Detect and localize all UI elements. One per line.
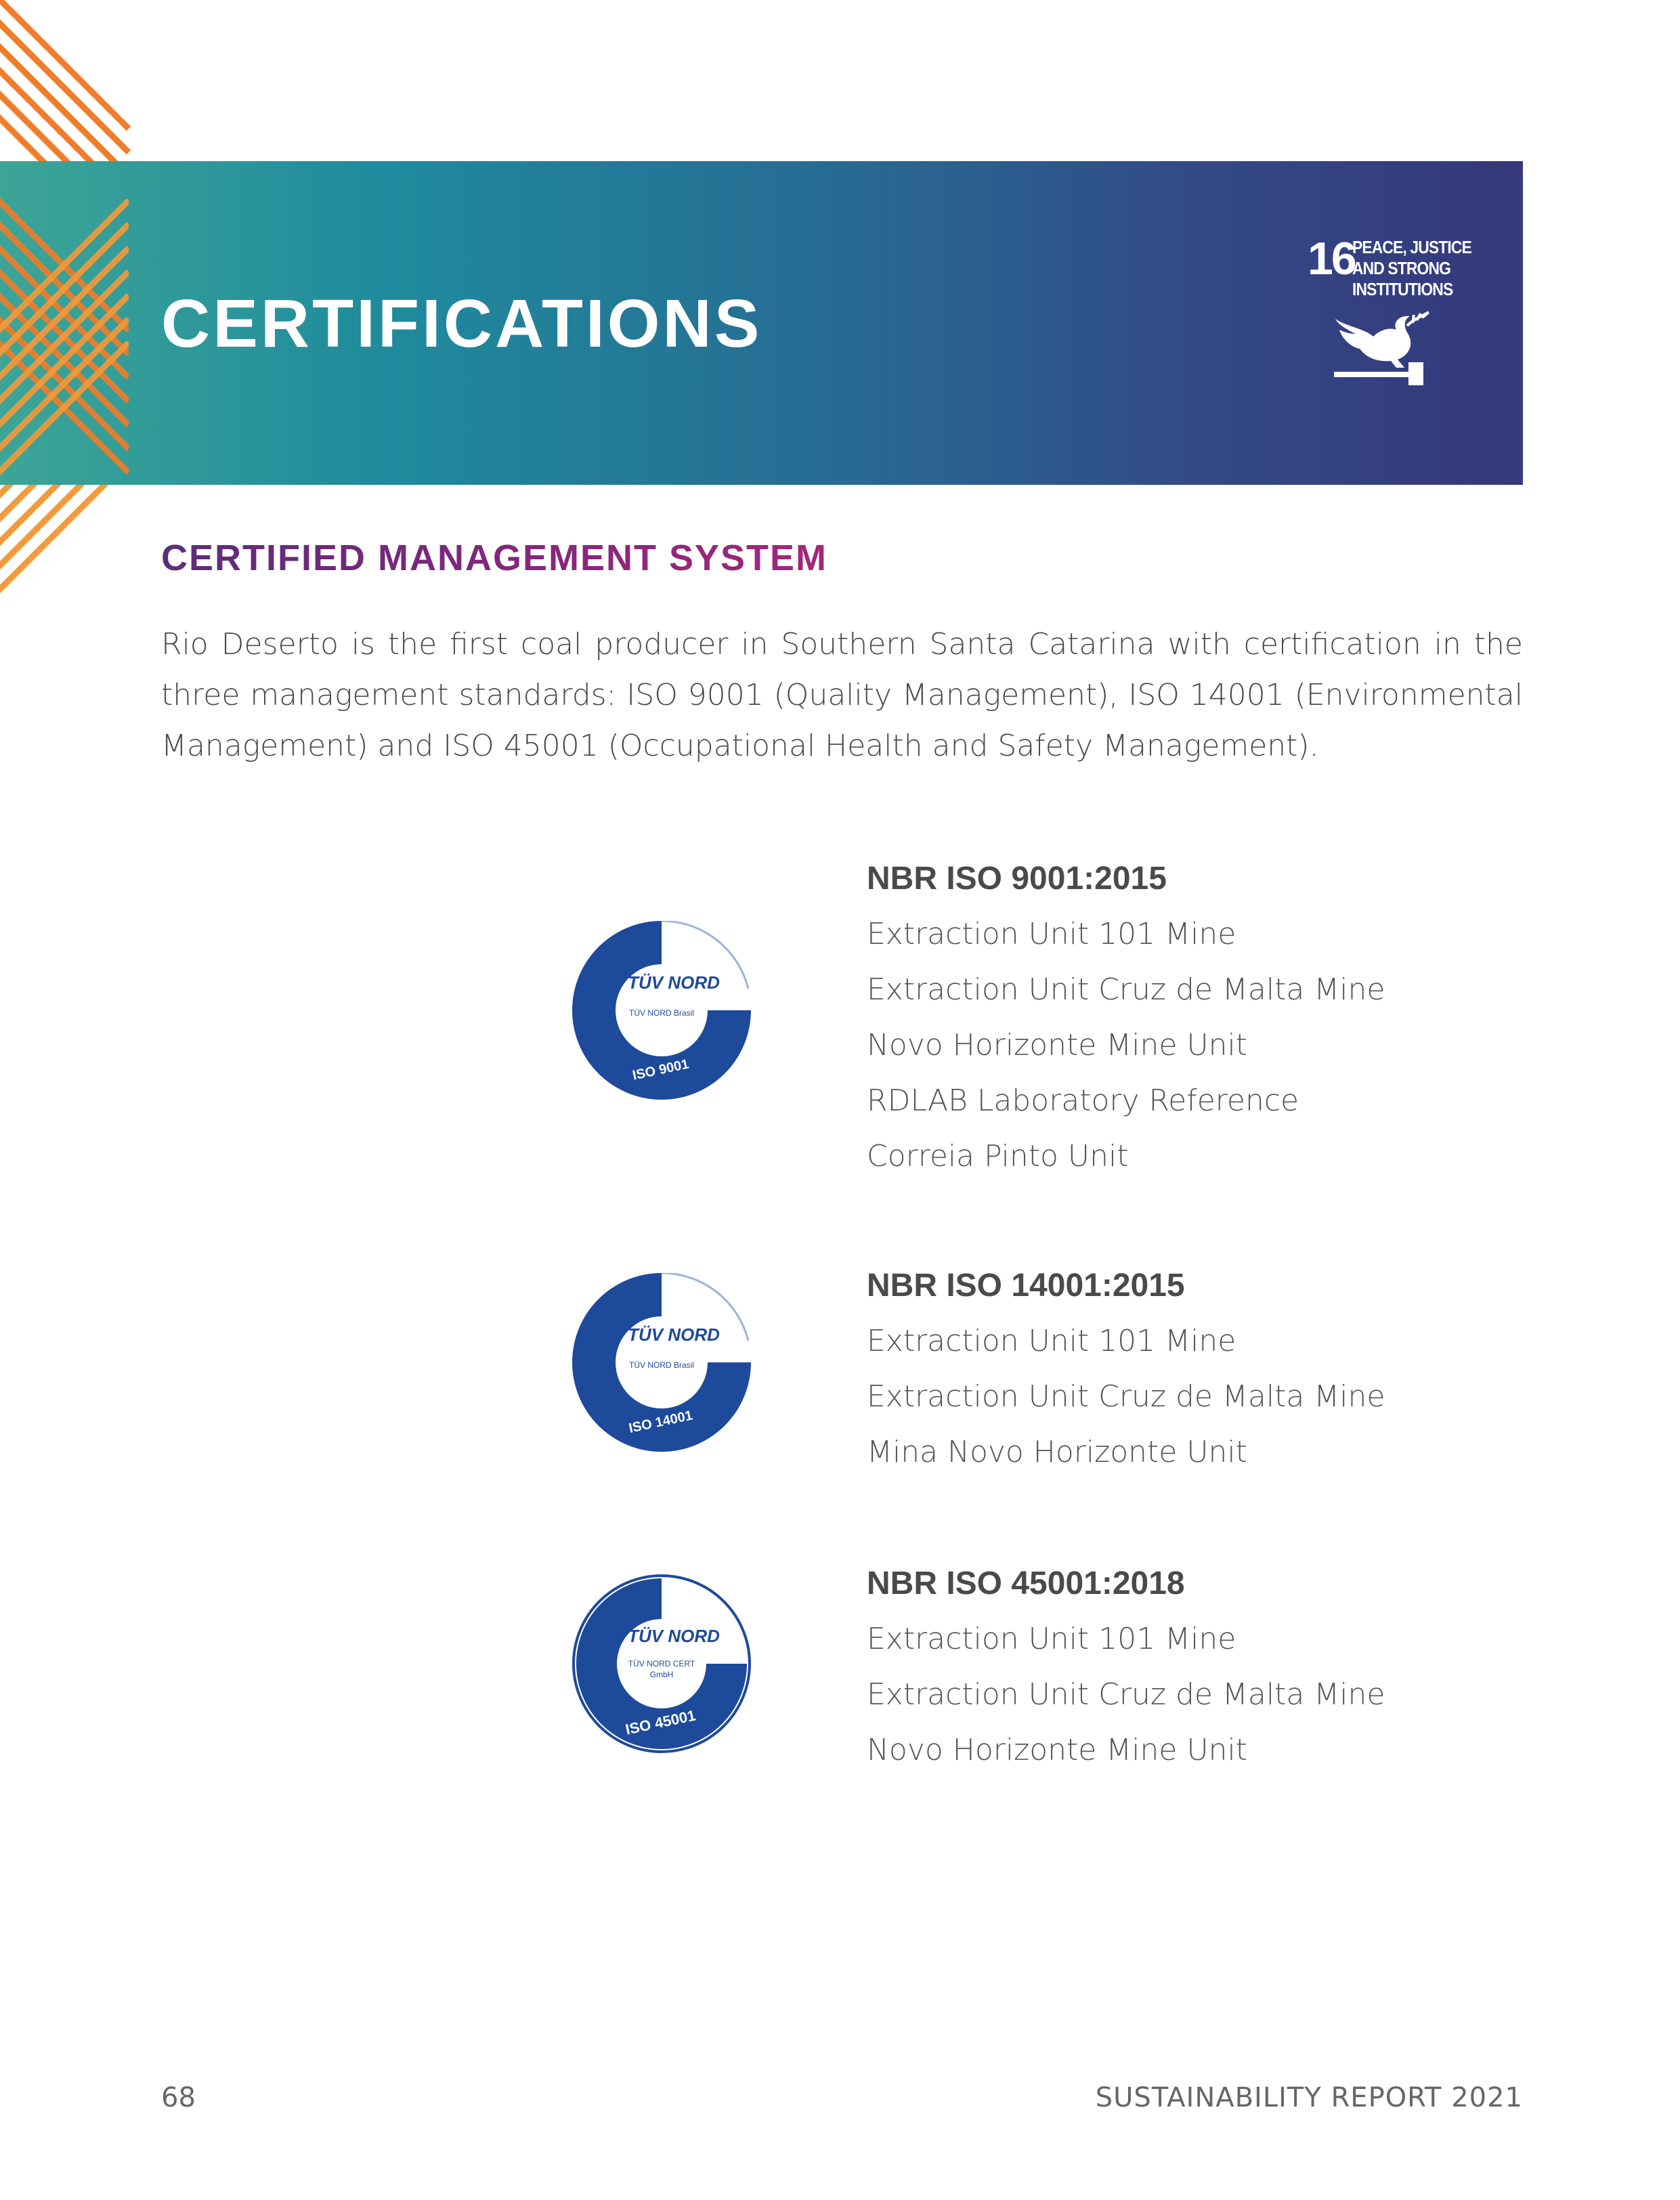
list-item: Extraction Unit Cruz de Malta Mine	[867, 1677, 1385, 1712]
banner-stripes-decoration	[0, 161, 129, 485]
report-title: SUSTAINABILITY REPORT 2021	[1095, 2082, 1523, 2113]
certification-title: NBR ISO 14001:2015	[867, 1268, 1185, 1303]
logo-standard-text: ISO 14001	[627, 1408, 694, 1436]
certified-units-list	[867, 1314, 1385, 1480]
logo-subtitle-text: TÜV NORD Brasil	[628, 1360, 695, 1370]
list-item: Novo Horizonte Mine Unit	[867, 1028, 1248, 1062]
logo-subtitle-text: TÜV NORD Brasil	[628, 1008, 695, 1018]
list-item: Mina Novo Horizonte Unit	[867, 1435, 1247, 1469]
list-item: RDLAB Laboratory Reference	[867, 1083, 1299, 1118]
certification-title: NBR ISO 9001:2015	[867, 861, 1167, 897]
sdg-label-line-2: AND STRONG	[1352, 258, 1451, 278]
intro-paragraph: Rio Deserto is the first coal producer in Southern Santa Catarina with certification in the three management standards: ISO 9001 (Quality Management), ISO 14001 (Environmental Management) and ISO 45001 (Occupational Health and Safety Management).	[161, 627, 1523, 763]
logo-subtitle-text-2: GmbH	[649, 1670, 674, 1679]
list-item: Extraction Unit 101 Mine	[867, 917, 1236, 951]
certified-units-list	[867, 907, 1385, 1184]
logo-subtitle-text: TÜV NORD CERT	[628, 1659, 695, 1668]
certification-title: NBR ISO 45001:2018	[867, 1566, 1185, 1601]
logo-standard-text: ISO 45001	[624, 1706, 697, 1738]
certified-units-list	[867, 1612, 1385, 1778]
section-heading: CERTIFIED MANAGEMENT SYSTEM	[161, 536, 827, 580]
dove-gavel-icon	[1327, 307, 1442, 388]
sdg-16-badge	[1304, 233, 1480, 405]
certification-iso-14001	[867, 1258, 1385, 1480]
certification-iso-9001	[867, 851, 1385, 1184]
sdg-label-line-1: PEACE, JUSTICE	[1352, 237, 1471, 257]
list-item: Extraction Unit Cruz de Malta Mine	[867, 972, 1385, 1007]
logo-brand-text: TÜV NORD	[628, 1626, 720, 1646]
logo-standard-text: ISO 9001	[631, 1056, 691, 1083]
tuv-nord-iso-14001-logo	[572, 1273, 752, 1452]
header-banner	[0, 161, 1523, 485]
page-number: 68	[161, 2082, 196, 2113]
page-title: CERTIFICATIONS	[161, 286, 762, 362]
logo-brand-text: TÜV NORD	[628, 1324, 720, 1345]
list-item: Correia Pinto Unit	[867, 1139, 1129, 1173]
tuv-nord-iso-9001-logo	[572, 921, 752, 1100]
list-item: Extraction Unit 101 Mine	[867, 1622, 1236, 1656]
list-item: Novo Horizonte Mine Unit	[867, 1733, 1248, 1767]
sdg-label-line-3: INSTITUTIONS	[1352, 279, 1453, 299]
list-item: Extraction Unit Cruz de Malta Mine	[867, 1379, 1385, 1414]
tuv-nord-iso-45001-logo	[572, 1574, 752, 1754]
sdg-number: 16	[1308, 233, 1355, 284]
logo-brand-text: TÜV NORD	[628, 972, 720, 993]
certification-iso-45001	[867, 1556, 1385, 1778]
list-item: Extraction Unit 101 Mine	[867, 1324, 1236, 1358]
